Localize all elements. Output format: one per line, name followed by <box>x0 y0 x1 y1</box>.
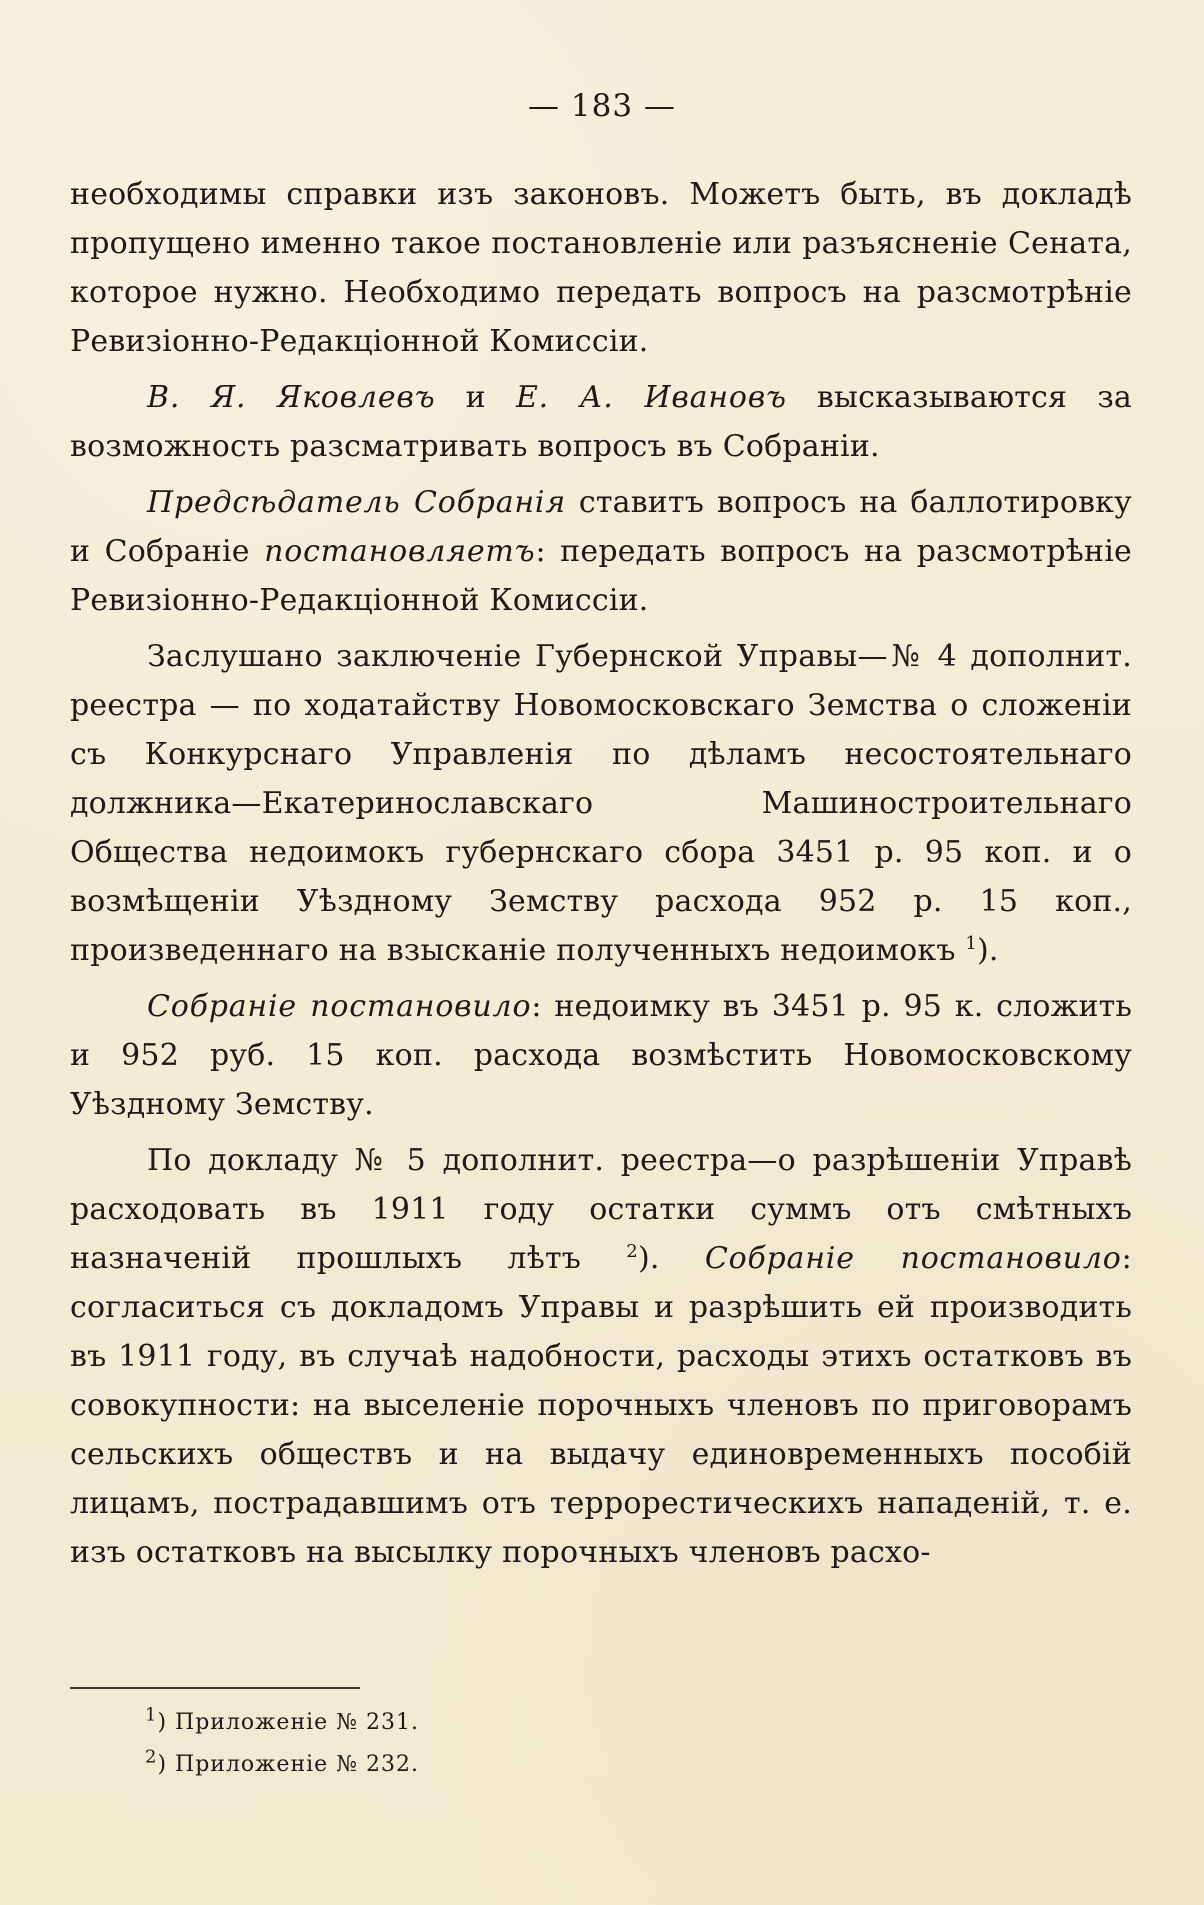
footnote-2 <box>145 1744 645 1786</box>
paragraph-3-text-before: ставитъ вопросъ на баллотировку и Собраніе <box>70 485 1132 569</box>
footnote-reference-1: 1 <box>965 933 978 954</box>
footnote-mark-2: 2 <box>145 1746 158 1768</box>
paragraph-1-text: необходимы справки изъ законовъ. Можетъ быть, въ докладѣ пропущено именно такое постановленіе или разъясненіе Сената, которое нужно. Необходимо передать вопросъ на разсмотрѣніе Ревизіонно-Редакціонной Комиссіи. <box>70 177 1132 359</box>
footnote-mark-1: 1 <box>145 1704 158 1726</box>
footnote-1 <box>145 1702 645 1744</box>
paragraph-4 <box>70 632 1132 975</box>
paragraph-2 <box>70 373 1132 471</box>
paragraph-5 <box>70 982 1132 1129</box>
decision-label: Собраніе постановило <box>147 989 532 1024</box>
paragraph-4-text: Заслушано заключеніе Губернской Управы—№ 4 дополнит. реестра — по ходатайству Новомосковскаго Земства о сложеніи съ Конкурснаго Управленія по дѣламъ несостоятельнаго должника—Екатеринославскаго Машиностроительнаго Общества недоимокъ губернскаго сбора 3451 р. 95 коп. и о возмѣщеніи Уѣздному Земству расхода 952 р. 15 коп., произведеннаго на взысканіе полученныхъ недоимокъ <box>70 639 1132 968</box>
footnote-divider <box>70 1687 360 1689</box>
main-text <box>70 170 1132 1577</box>
page-number: — 183 — <box>528 88 676 124</box>
paragraph-6-text: По докладу № 5 дополнит. реестра—о разрѣшеніи Управѣ расходовать въ 1911 году остатки суммъ отъ смѣтныхъ назначеній прошлыхъ лѣтъ <box>70 1143 1132 1276</box>
decision-label: постановляетъ <box>264 534 536 569</box>
speaker-connector: и <box>435 380 516 415</box>
paragraph-2-text: высказываются за возможность разсматривать вопросъ въ Собраніи. <box>70 380 1132 464</box>
speaker-a: В. Я. Яковлевъ <box>147 380 436 415</box>
paragraph-5-text: : недоимку въ 3451 р. 95 к. сложить и 952 руб. 15 коп. расхода возмѣстить Новомосковскому Уѣздному Земству. <box>70 989 1132 1122</box>
paragraph-3 <box>70 478 1132 625</box>
paragraph-6-after-note: ). <box>637 1241 705 1276</box>
chairman-label: Предсѣдатель Собранія <box>147 485 566 520</box>
paragraph-4-ending: ). <box>977 933 999 968</box>
decision-label: Собраніе постановило <box>704 1241 1122 1276</box>
footnote-text-2: ) Приложеніе № 232. <box>157 1752 419 1777</box>
paragraph-3-text-after: : передать вопросъ на разсмотрѣніе Ревизіонно-Редакціонной Комиссіи. <box>70 534 1132 618</box>
paragraph-1 <box>70 170 1132 366</box>
paragraph-6-ending: : согласиться съ докладомъ Управы и разрѣшить ей производить въ 1911 году, въ случаѣ надобности, расходы этихъ остатковъ въ совокупности: на выселеніе порочныхъ членовъ по приговорамъ сельскихъ обществъ и на выдачу единовременныхъ пособій лицамъ, пострадавшимъ отъ террорестическихъ нападеній, т. е. изъ остатковъ на высылку порочныхъ членовъ расхо- <box>70 1241 1132 1570</box>
speaker-b: Е. А. Ивановъ <box>515 380 787 415</box>
footnotes <box>145 1702 645 1786</box>
footnote-reference-2: 2 <box>626 1241 638 1262</box>
paragraph-6 <box>70 1136 1132 1577</box>
footnote-text-1: ) Приложеніе № 231. <box>157 1710 419 1735</box>
